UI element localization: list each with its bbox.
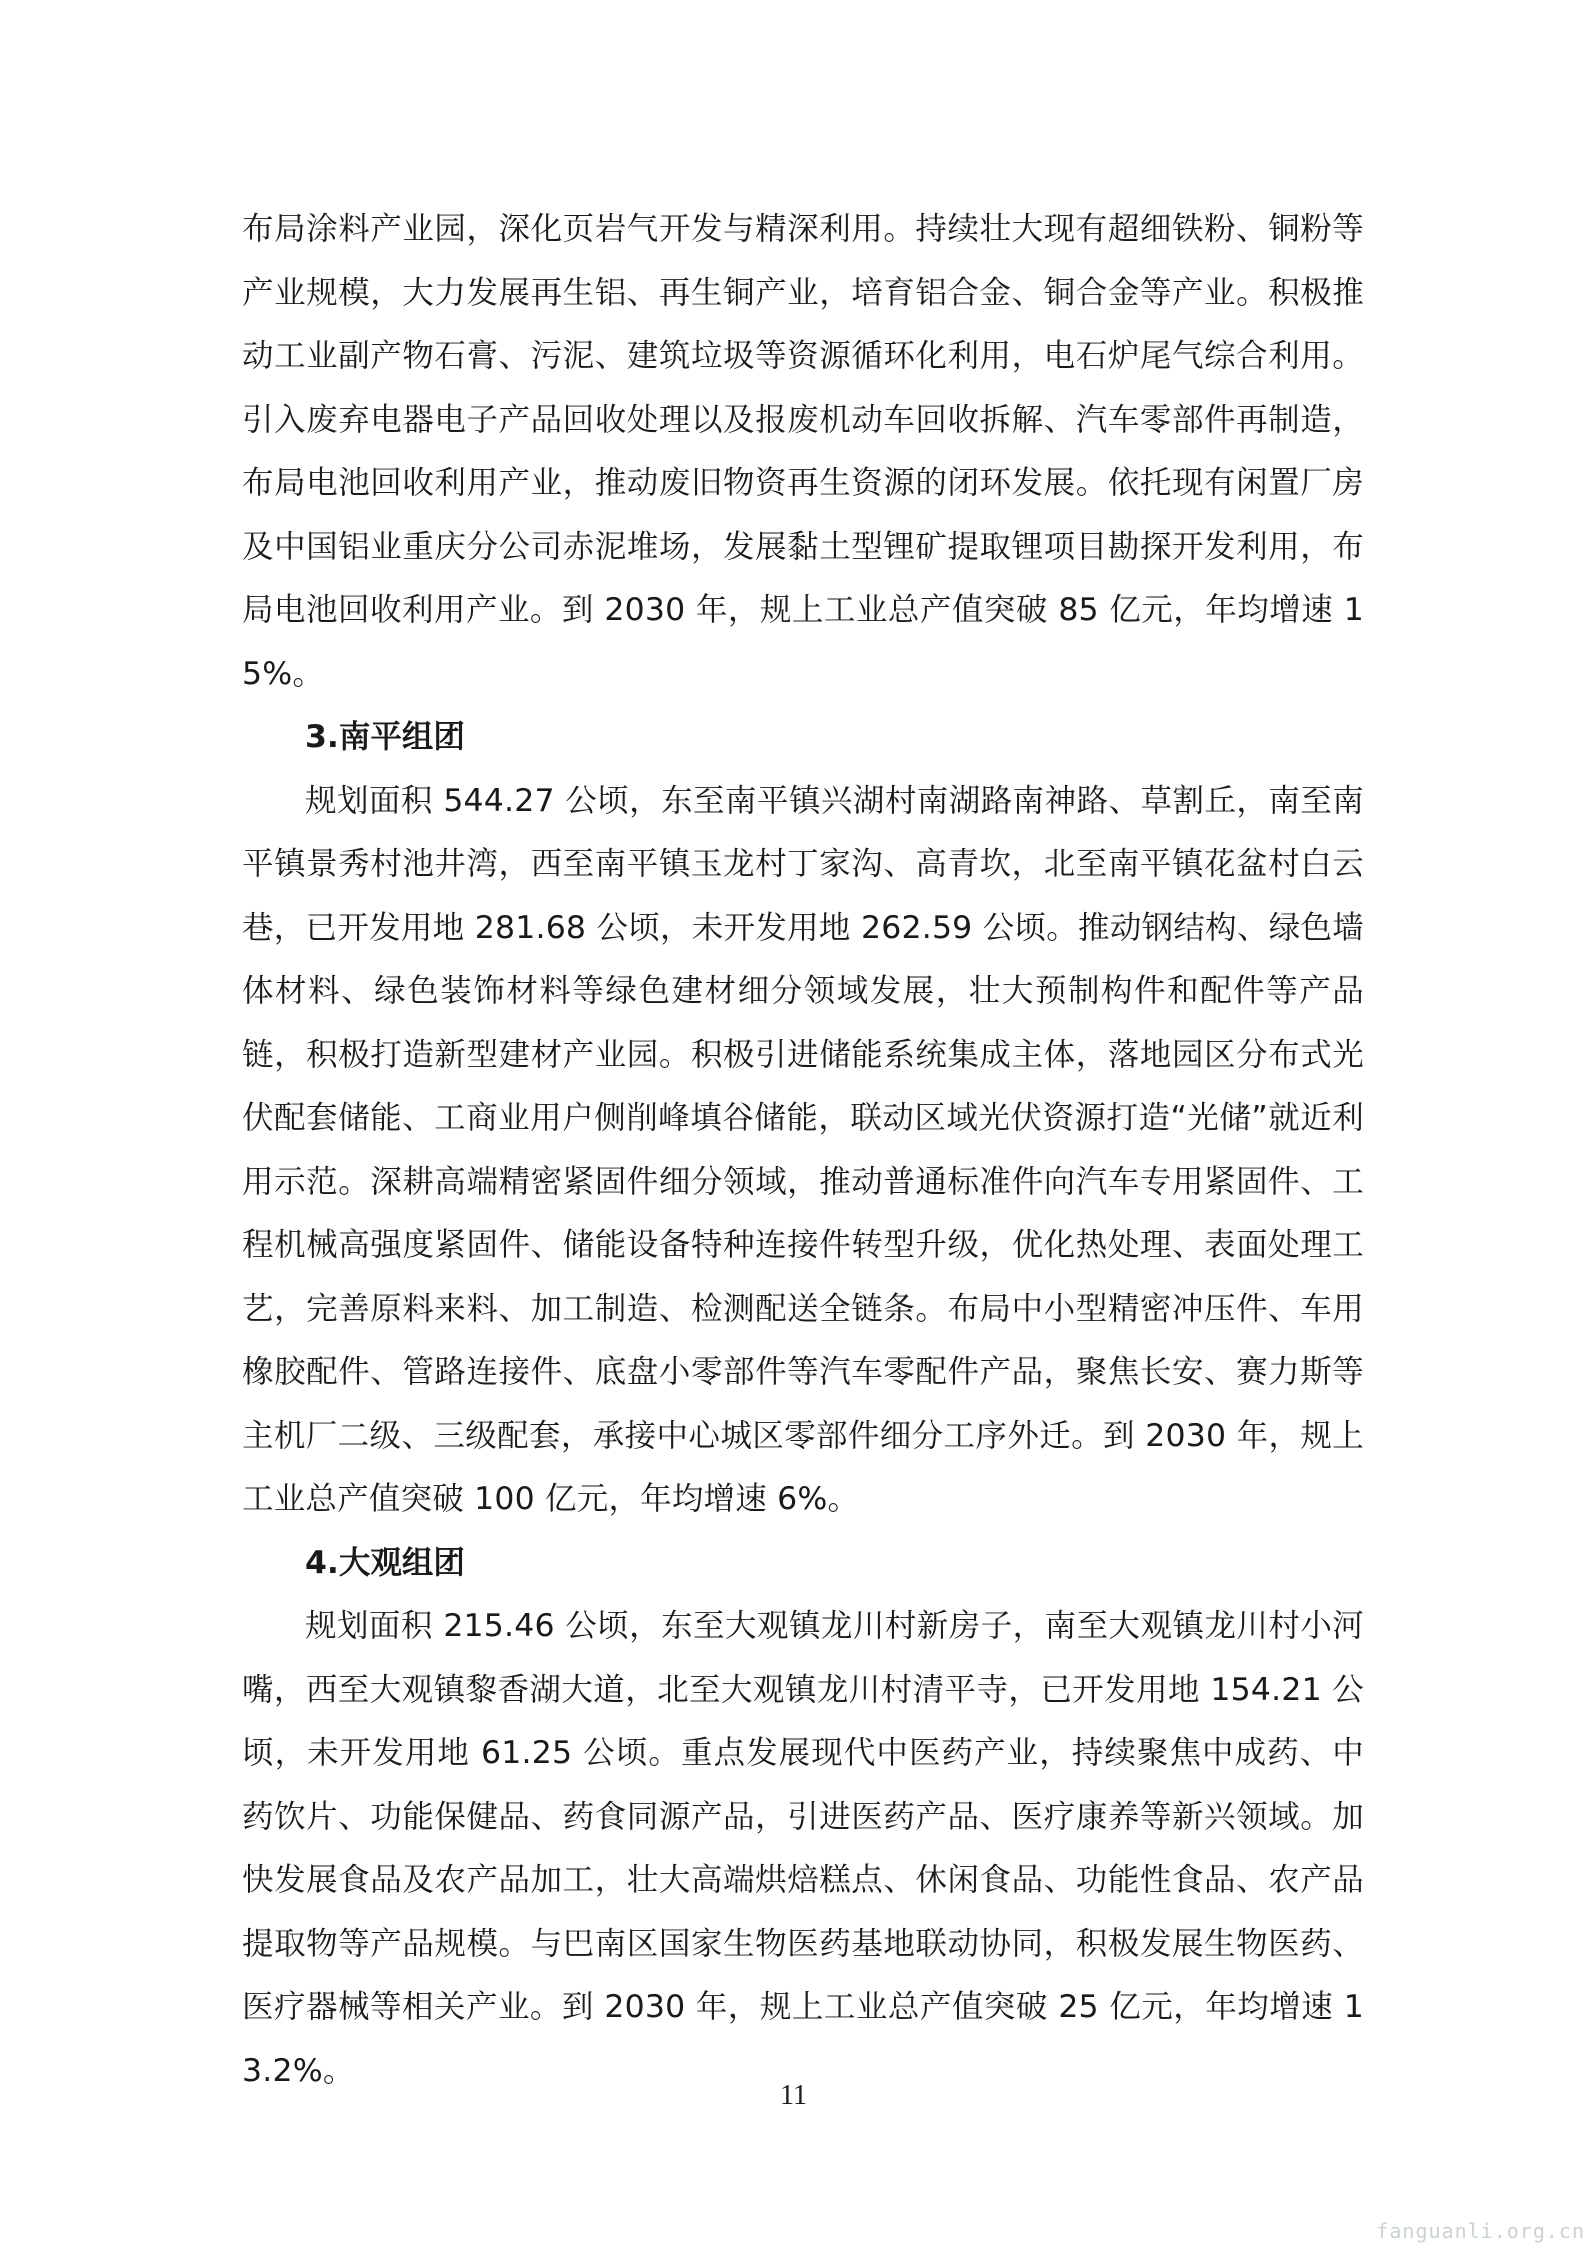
section-paragraph-nanping: 规划面积 544.27 公顷，东至南平镇兴湖村南湖路南神路、草割丘，南至南平镇景秀村池井湾，西至南平镇玉龙村丁家沟、高青坎，北至南平镇花盆村白云巷，已开发用地 281.68 公顷，未开发用地 262.59 公顷。推动钢结构、绿色墙体材料、绿色装饰材料等绿色建材细分领域发展，壮大预制构件和配件等产品链，积极打造新型建材产业园。积极引进储能系统集成主体，落地园区分布式光伏配套储能、工商业用户侧削峰填谷储能，联动区域光伏资源打造“光储”就近利用示范。深耕高端精密紧固件细分领域，推动普通标准件向汽车专用紧固件、工程机械高强度紧固件、储能设备特种连接件转型升级，优化热处理、表面处理工艺，完善原料来料、加工制造、检测配送全链条。布局中小型精密冲压件、车用橡胶配件、管路连接件、底盘小零部件等汽车零配件产品，聚焦长安、赛力斯等主机厂二级、三级配套，承接中心城区零部件细分工序外迁。到 2030 年，规上工业总产值突破 100 亿元，年均增速 6%。 <box>242 782 1364 1517</box>
continuation-paragraph: 布局涂料产业园，深化页岩气开发与精深利用。持续壮大现有超细铁粉、铜粉等产业规模，大力发展再生铝、再生铜产业，培育铝合金、铜合金等产业。积极推动工业副产物石膏、污泥、建筑垃圾等资源循环化利用，电石炉尾气综合利用。引入废弃电器电子产品回收处理以及报废机动车回收拆解、汽车零部件再制造，布局电池回收利用产业，推动废旧物资再生资源的闭环发展。依托现有闲置厂房及中国铝业重庆分公司赤泥堆场，发展黏土型锂矿提取锂项目勘探开发利用，布局电池回收利用产业。到 2030 年，规上工业总产值突破 85 亿元，年均增速 15%。 <box>242 211 1364 692</box>
document-body <box>242 198 1364 2103</box>
page-number: 11 <box>780 2080 807 2111</box>
section-heading-nanping: 3.南平组团 <box>305 719 465 755</box>
section-heading-daguan: 4.大观组团 <box>305 1544 465 1581</box>
watermark: fanguanli.org.cn <box>1376 2219 1585 2243</box>
section-paragraph-daguan: 规划面积 215.46 公顷，东至大观镇龙川村新房子，南至大观镇龙川村小河嘴，西至大观镇黎香湖大道，北至大观镇龙川村清平寺，已开发用地 154.21 公顷，未开发用地 61.25 公顷。重点发展现代中医药产业，持续聚焦中成药、中药饮片、功能保健品、药食同源产品，引进医药产品、医疗康养等新兴领域。加快发展食品及农产品加工，壮大高端烘焙糕点、休闲食品、功能性食品、农产品提取物等产品规模。与巴南区国家生物医药基地联动协同，积极发展生物医药、医疗器械等相关产业。到 2030 年，规上工业总产值突破 25 亿元，年均增速 13.2%。 <box>242 1608 1364 2089</box>
